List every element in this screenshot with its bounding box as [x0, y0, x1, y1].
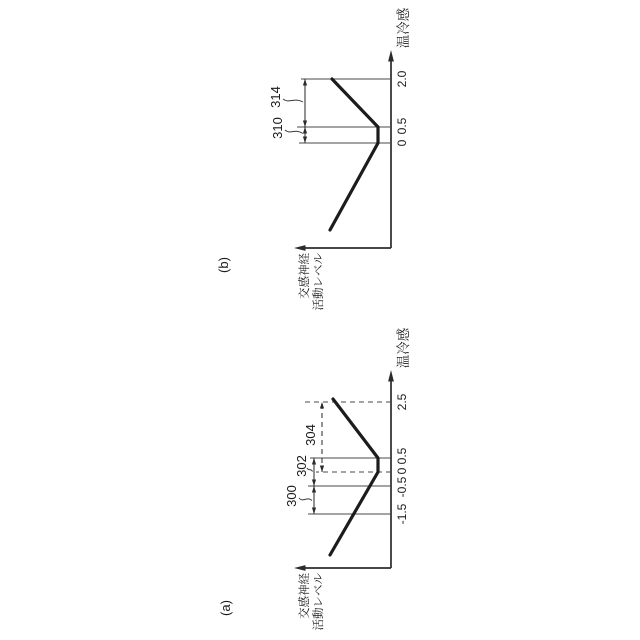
panel-b	[195, 0, 430, 320]
tick-label-m0p5: -0.5	[395, 476, 409, 498]
ref-310: 310	[270, 117, 285, 139]
chart-a-svg	[195, 320, 430, 640]
ref-300-leader	[299, 498, 312, 501]
tick-label-2p5: 2.5	[395, 393, 409, 411]
ref-304: 304	[303, 424, 318, 446]
dim-300-left-arrowhead-icon	[312, 508, 316, 515]
y-axis-label-line2: 活動レベル	[313, 573, 325, 631]
x-axis-arrowhead-icon	[388, 370, 394, 382]
dim-304-left-arrowhead-icon	[320, 466, 324, 473]
ref-310-leader	[285, 130, 303, 134]
panel-a-label: (a)	[218, 600, 233, 616]
dim-302-right-arrowhead-icon	[312, 458, 316, 465]
ref-300: 300	[284, 485, 299, 507]
dim-302-left-arrowhead-icon	[312, 480, 316, 487]
dim-314-left-arrowhead-icon	[303, 121, 307, 128]
dim-300-right-arrowhead-icon	[312, 486, 316, 493]
tick-label-0p5: 0.5	[395, 117, 409, 135]
y-axis-label-line1: 交感神経	[299, 573, 311, 619]
panel-b-label: (b)	[216, 257, 231, 273]
x-axis-label: 温冷感	[396, 327, 411, 369]
ref-302: 302	[294, 455, 309, 477]
ref-314-leader	[283, 99, 303, 102]
y-axis-label-line2: 活動レベル	[313, 253, 325, 311]
x-axis-arrowhead-icon	[388, 50, 394, 62]
y-axis-arrowhead-icon	[294, 245, 306, 251]
dim-304-right-arrowhead-icon	[320, 402, 324, 409]
tick-label-0: 0	[395, 467, 409, 475]
dim-314-right-arrowhead-icon	[303, 79, 307, 86]
activity-curve	[330, 79, 378, 230]
x-axis-label: 温冷感	[396, 7, 411, 49]
tick-label-0p5: 0.5	[395, 447, 409, 465]
panel-a	[195, 320, 430, 640]
chart-b-svg	[195, 0, 430, 320]
y-axis-arrowhead-icon	[294, 565, 306, 571]
dim-310-right-arrowhead-icon	[303, 127, 307, 134]
y-axis-label-line1: 交感神経	[299, 253, 311, 299]
activity-curve	[330, 399, 378, 555]
tick-label-2p0: 2.0	[395, 70, 409, 88]
dim-310-left-arrowhead-icon	[303, 137, 307, 144]
tick-label-m1p5: -1.5	[395, 503, 409, 525]
tick-label-0: 0	[395, 139, 409, 147]
ref-314: 314	[268, 86, 283, 108]
